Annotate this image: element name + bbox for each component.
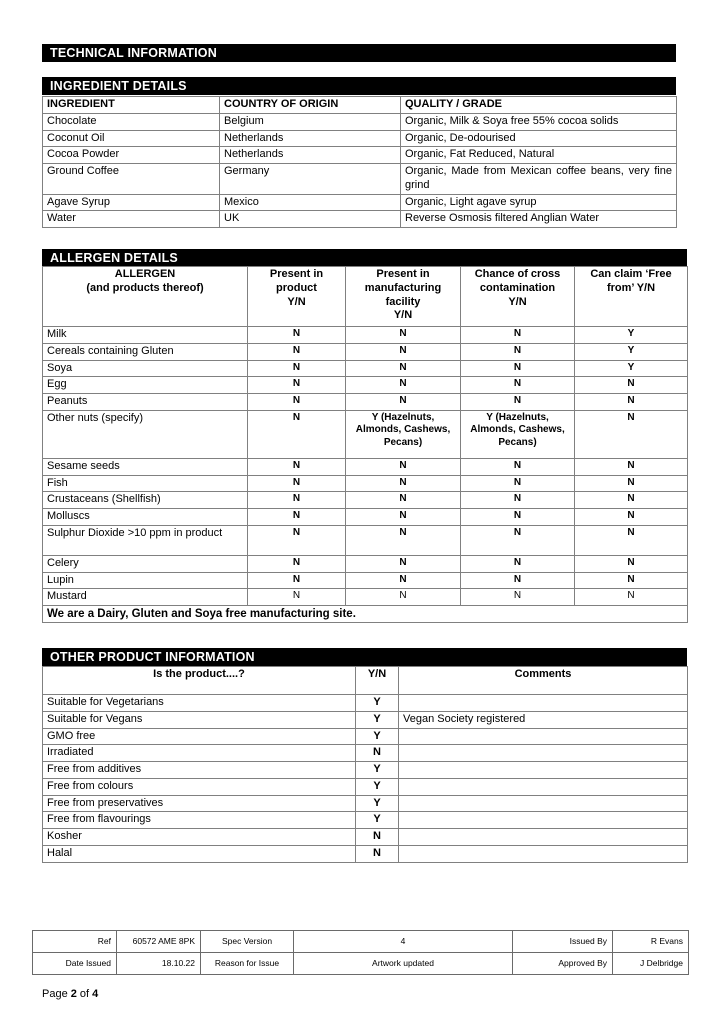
table-row <box>43 845 688 862</box>
product-attribute-value: Y <box>356 812 399 829</box>
table-row <box>43 343 688 360</box>
ingredient-quality: Organic, Made from Mexican coffee beans, very fine grind <box>401 164 677 195</box>
table-row <box>43 572 688 589</box>
product-attribute-comment <box>399 795 688 812</box>
ingredient-details-table <box>42 96 677 228</box>
header-line: Y/N <box>287 295 306 308</box>
product-attribute: Free from preservatives <box>43 795 356 812</box>
allergen-present-in-product: N <box>248 458 346 475</box>
technical-information-banner-label: TECHNICAL INFORMATION <box>50 46 217 60</box>
table-row <box>43 795 688 812</box>
allergen-name: Egg <box>43 377 248 394</box>
technical-information-banner <box>42 44 676 62</box>
column-header-country-of-origin: COUNTRY OF ORIGIN <box>220 97 401 114</box>
product-attribute-comment <box>399 728 688 745</box>
column-header-cross-contamination <box>461 267 575 327</box>
column-header-yn: Y/N <box>356 667 399 695</box>
column-header-ingredient: INGREDIENT <box>43 97 220 114</box>
allergen-present-in-product: N <box>248 343 346 360</box>
allergen-free-from-claim: N <box>575 475 688 492</box>
allergen-present-in-facility: N <box>346 555 461 572</box>
allergen-free-from-claim: N <box>575 410 688 458</box>
table-row <box>43 475 688 492</box>
ingredient-quality: Organic, Light agave syrup <box>401 194 677 211</box>
ingredient-quality: Organic, Fat Reduced, Natural <box>401 147 677 164</box>
allergen-name: Fish <box>43 475 248 492</box>
product-attribute-comment <box>399 845 688 862</box>
column-header-quality-grade: QUALITY / GRADE <box>401 97 677 114</box>
ingredient-details-banner <box>42 77 676 95</box>
header-line: Can claim ‘Free <box>590 268 672 280</box>
footer-ref-label: Ref <box>33 931 117 953</box>
table-row <box>43 762 688 779</box>
page-number-total: 4 <box>92 988 99 1000</box>
ingredient-country: Belgium <box>220 113 401 130</box>
allergen-free-from-claim: Y <box>575 360 688 377</box>
allergen-cross-contamination: N <box>461 458 575 475</box>
allergen-present-in-facility: N <box>346 525 461 555</box>
allergen-present-in-facility: N <box>346 492 461 509</box>
table-row <box>43 211 677 228</box>
allergen-present-in-product: N <box>248 492 346 509</box>
footer-row-1 <box>33 931 689 953</box>
footer-issued-by-label: Issued By <box>513 931 613 953</box>
allergen-name: Soya <box>43 360 248 377</box>
allergen-present-in-facility: N <box>346 475 461 492</box>
footer-spec-version-label: Spec Version <box>201 931 294 953</box>
ingredient-name: Chocolate <box>43 113 220 130</box>
table-header-row <box>43 267 688 327</box>
allergen-cross-contamination: N <box>461 492 575 509</box>
footer-ref-value: 60572 AME 8PK <box>117 931 201 953</box>
table-row <box>43 147 677 164</box>
allergen-present-in-facility: N <box>346 327 461 344</box>
other-product-information-banner <box>42 648 687 666</box>
product-attribute-value: Y <box>356 762 399 779</box>
allergen-name: Cereals containing Gluten <box>43 343 248 360</box>
product-attribute: Free from colours <box>43 778 356 795</box>
allergen-present-in-product: N <box>248 410 346 458</box>
table-header-row <box>43 667 688 695</box>
product-attribute: Free from flavourings <box>43 812 356 829</box>
page-number-separator: of <box>76 988 93 1000</box>
table-footnote-row <box>43 606 688 623</box>
product-attribute: Halal <box>43 845 356 862</box>
allergen-free-from-claim: N <box>575 525 688 555</box>
product-attribute-value: N <box>356 829 399 846</box>
allergen-details-banner-label: ALLERGEN DETAILS <box>50 250 178 265</box>
product-attribute-comment <box>399 695 688 712</box>
allergen-cross-contamination: N <box>461 360 575 377</box>
allergen-name: Crustaceans (Shellfish) <box>43 492 248 509</box>
ingredient-country: Germany <box>220 164 401 195</box>
other-product-information-banner-label: OTHER PRODUCT INFORMATION <box>50 650 255 664</box>
footer-reason-for-issue-label: Reason for Issue <box>201 953 294 975</box>
allergen-present-in-product: N <box>248 572 346 589</box>
allergen-free-from-claim: N <box>575 572 688 589</box>
allergen-name: Mustard <box>43 589 248 606</box>
allergen-cross-contamination: N <box>461 525 575 555</box>
allergen-cross-contamination: N <box>461 555 575 572</box>
allergen-cross-contamination: N <box>461 589 575 606</box>
product-attribute-comment <box>399 812 688 829</box>
table-row <box>43 509 688 526</box>
page-number-prefix: Page <box>42 988 71 1000</box>
allergen-present-in-product: N <box>248 589 346 606</box>
allergen-present-in-product: N <box>248 394 346 411</box>
product-attribute-comment <box>399 829 688 846</box>
allergen-cross-contamination: N <box>461 509 575 526</box>
product-attribute-value: Y <box>356 795 399 812</box>
allergen-cross-contamination: N <box>461 377 575 394</box>
allergen-free-from-claim: N <box>575 394 688 411</box>
product-attribute: Suitable for Vegans <box>43 711 356 728</box>
allergen-free-from-claim: N <box>575 589 688 606</box>
ingredient-country: UK <box>220 211 401 228</box>
product-attribute-comment: Vegan Society registered <box>399 711 688 728</box>
table-row <box>43 812 688 829</box>
ingredient-name: Coconut Oil <box>43 130 220 147</box>
allergen-free-from-claim: N <box>575 555 688 572</box>
allergen-details-banner <box>42 249 687 266</box>
allergen-cross-contamination: N <box>461 394 575 411</box>
product-attribute-comment <box>399 745 688 762</box>
allergen-name: Lupin <box>43 572 248 589</box>
table-header-row <box>43 97 677 114</box>
allergen-present-in-facility: N <box>346 509 461 526</box>
footer-issued-by-value: R Evans <box>613 931 689 953</box>
allergen-name: Sulphur Dioxide >10 ppm in product <box>43 525 248 555</box>
allergen-free-from-claim: Y <box>575 343 688 360</box>
allergen-free-from-claim: N <box>575 458 688 475</box>
table-row <box>43 589 688 606</box>
header-line: Present in <box>269 268 324 280</box>
allergen-free-from-claim: N <box>575 377 688 394</box>
page-number <box>42 988 98 1000</box>
page-number-current: 2 <box>70 988 77 1000</box>
table-row <box>43 728 688 745</box>
product-attribute-value: N <box>356 845 399 862</box>
table-row <box>43 555 688 572</box>
allergen-present-in-facility: N <box>346 343 461 360</box>
allergen-present-in-facility: N <box>346 394 461 411</box>
column-header-allergen <box>43 267 248 327</box>
ingredient-quality: Organic, De-odourised <box>401 130 677 147</box>
ingredient-name: Agave Syrup <box>43 194 220 211</box>
allergen-cross-contamination: N <box>461 343 575 360</box>
header-line: Chance of cross <box>474 268 561 280</box>
table-row <box>43 130 677 147</box>
other-product-information-table <box>42 666 688 863</box>
table-row <box>43 113 677 130</box>
product-attribute: Free from additives <box>43 762 356 779</box>
ingredient-quality: Reverse Osmosis filtered Anglian Water <box>401 211 677 228</box>
column-header-allergen-line2: (and products thereof) <box>86 281 204 294</box>
allergen-cross-contamination: N <box>461 475 575 492</box>
product-attribute: GMO free <box>43 728 356 745</box>
ingredient-details-banner-label: INGREDIENT DETAILS <box>50 79 187 93</box>
document-footer-table <box>32 930 689 975</box>
table-row <box>43 377 688 394</box>
product-attribute-value: N <box>356 745 399 762</box>
table-row <box>43 778 688 795</box>
ingredient-name: Water <box>43 211 220 228</box>
allergen-free-from-claim: Y <box>575 327 688 344</box>
table-row <box>43 164 677 195</box>
allergen-name: Celery <box>43 555 248 572</box>
table-row <box>43 525 688 555</box>
column-header-present-in-facility <box>346 267 461 327</box>
ingredient-name: Cocoa Powder <box>43 147 220 164</box>
table-row <box>43 695 688 712</box>
allergen-free-from-claim: N <box>575 509 688 526</box>
allergen-footnote: We are a Dairy, Gluten and Soya free manufacturing site. <box>43 606 688 623</box>
column-header-present-in-product <box>248 267 346 327</box>
product-attribute-comment <box>399 778 688 795</box>
product-attribute-value: Y <box>356 695 399 712</box>
footer-reason-for-issue-value: Artwork updated <box>294 953 513 975</box>
product-attribute: Kosher <box>43 829 356 846</box>
ingredient-country: Netherlands <box>220 147 401 164</box>
table-row <box>43 360 688 377</box>
header-line: contamination <box>479 281 556 294</box>
product-attribute-comment <box>399 762 688 779</box>
allergen-name: Peanuts <box>43 394 248 411</box>
header-line: Present in <box>376 268 430 280</box>
column-header-allergen-line1: ALLERGEN <box>114 268 176 280</box>
allergen-name: Other nuts (specify) <box>43 410 248 458</box>
table-row <box>43 194 677 211</box>
footer-row-2 <box>33 953 689 975</box>
header-line: Y/N <box>393 309 413 322</box>
footer-date-issued-value: 18.10.22 <box>117 953 201 975</box>
table-row <box>43 829 688 846</box>
header-line: manufacturing <box>364 281 442 294</box>
table-row <box>43 327 688 344</box>
header-line: Y/N <box>508 295 527 308</box>
product-attribute-value: Y <box>356 711 399 728</box>
footer-date-issued-label: Date Issued <box>33 953 117 975</box>
product-attribute: Suitable for Vegetarians <box>43 695 356 712</box>
table-row <box>43 711 688 728</box>
allergen-present-in-product: N <box>248 377 346 394</box>
table-row <box>43 492 688 509</box>
allergen-cross-contamination: N <box>461 327 575 344</box>
allergen-present-in-facility: N <box>346 458 461 475</box>
ingredient-quality: Organic, Milk & Soya free 55% cocoa solids <box>401 113 677 130</box>
allergen-present-in-product: N <box>248 525 346 555</box>
allergen-name: Sesame seeds <box>43 458 248 475</box>
footer-spec-version-value: 4 <box>294 931 513 953</box>
allergen-present-in-product: N <box>248 475 346 492</box>
footer-approved-by-label: Approved By <box>513 953 613 975</box>
allergen-present-in-facility: N <box>346 572 461 589</box>
allergen-cross-contamination: N <box>461 572 575 589</box>
footer-approved-by-value: J Delbridge <box>613 953 689 975</box>
table-row <box>43 458 688 475</box>
ingredient-country: Mexico <box>220 194 401 211</box>
ingredient-country: Netherlands <box>220 130 401 147</box>
allergen-present-in-facility: N <box>346 589 461 606</box>
product-attribute: Irradiated <box>43 745 356 762</box>
allergen-free-from-claim: N <box>575 492 688 509</box>
allergen-present-in-facility: Y (Hazelnuts, Almonds, Cashews, Pecans) <box>346 410 461 458</box>
table-row <box>43 745 688 762</box>
allergen-cross-contamination: Y (Hazelnuts, Almonds, Cashews, Pecans) <box>461 410 575 458</box>
product-attribute-value: Y <box>356 778 399 795</box>
allergen-present-in-product: N <box>248 509 346 526</box>
allergen-details-table <box>42 266 688 623</box>
allergen-present-in-facility: N <box>346 360 461 377</box>
header-line: product <box>276 281 317 294</box>
allergen-present-in-product: N <box>248 327 346 344</box>
ingredient-name: Ground Coffee <box>43 164 220 195</box>
allergen-present-in-product: N <box>248 360 346 377</box>
column-header-is-the-product: Is the product....? <box>43 667 356 695</box>
header-line: facility <box>385 295 421 308</box>
product-attribute-value: Y <box>356 728 399 745</box>
column-header-free-from-claim <box>575 267 688 327</box>
header-line: from’ Y/N <box>606 281 656 294</box>
allergen-present-in-facility: N <box>346 377 461 394</box>
column-header-comments: Comments <box>399 667 688 695</box>
table-row <box>43 410 688 458</box>
allergen-present-in-product: N <box>248 555 346 572</box>
allergen-name: Milk <box>43 327 248 344</box>
allergen-name: Molluscs <box>43 509 248 526</box>
table-row <box>43 394 688 411</box>
